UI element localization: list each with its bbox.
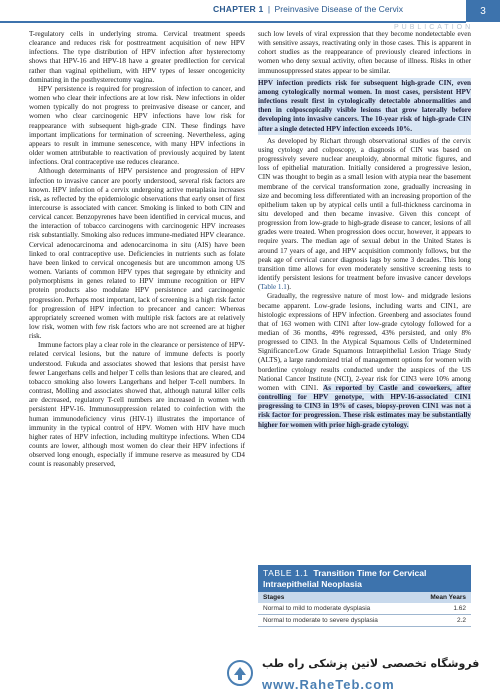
- chapter-title: Preinvasive Disease of the Cervix: [274, 4, 404, 14]
- right-column: [258, 30, 471, 430]
- table-cell: 2.2: [414, 615, 471, 627]
- highlight-box: HPV infection predicts risk for subsequent high-grade CIN, even among cytologically normal women. In most cases, persistent HPV infections result first in cytologically detectable abnormalities and then in colposcopically visible lesions that grow laterally before developing into invasive cancers. The 10-year risk of high-grade CIN after a single detected HPV infection exceeds 10%.: [258, 78, 471, 135]
- page-number: 3: [466, 0, 500, 22]
- table-title: Transition Time for Cervical Intraepithelial Neoplasia: [263, 568, 427, 589]
- table-title-bar: [258, 565, 471, 592]
- table-reference-link[interactable]: Table 1.1: [260, 283, 287, 292]
- table-row: [258, 615, 471, 627]
- store-name-persian: فروشگاه تخصصی لاتین پزشکی راه طب: [262, 657, 480, 670]
- paragraph: Immune factors play a clear role in the clearance or persistence of HPV-related cervical lesions, but the nature of immune defects is poorly understood. Fukuda and associates showed that lesions that persist have fewer Langerhans cells and helper T cells than lesions that are cleared, and tobacco smoking also lowers Langerhans and helper T-cell numbers. In contrast, Molling and associates showed that, although natural killer cells are decreased, regulatory T-cell numbers are increased in women with persistent HPV-16. Immunosuppression related to coinfection with the human immunodeficiency virus (HIV-1) illustrates the importance of immunity in the typical control of HPV. Women with HIV have much higher rates of HPV infection, including multitype infections. When CD4 counts are lower, although most women do clear their HPV infections if observed long enough, especially if immune reserve as measured by CD4 count is reasonably preserved,: [29, 341, 245, 469]
- table-1-1: [258, 565, 471, 627]
- chapter-label: CHAPTER 1: [213, 4, 264, 14]
- column-header: Mean Years: [414, 592, 471, 603]
- paragraph: such low levels of viral expression that they become nondetectable even with sensitive assays, reactivating only in those cases. This is apparent in cohort studies as the reappearance of previously cleared infections in women who deny sexual activity, often because of illness. Risks in other immunosuppressed states appear to be similar.: [258, 30, 471, 75]
- table-header-row: [258, 592, 471, 603]
- running-head: CHAPTER 1 | Preinvasive Disease of the Cervix: [213, 4, 404, 14]
- paragraph-text: Gradually, the regressive nature of most low- and midgrade lesions became apparent. Low-grade lesions, including warts and CIN1, are histologic expressions of HPV infection. Greenberg and associates found that of 163 women with CIN1 after low-grade cytology followed for a median of 36 months, 49% regressed, 43% persisted, and only 8% progressed to CIN3. In the Atypical Squamous Cells of Undetermined Significance/Low Grade Squamous Intraepithelial Lesion Triage Study (ALTS), a large randomized trial of management options for women with borderline cytology results conducted under the auspices of the US National Cancer Institute (NCI), 2-year risk for CIN3 were 10% among women with CIN1.: [258, 292, 471, 392]
- paragraph-text: As developed by Richart through observational studies of the cervix using cytology and colposcopy, a diagnosis of CIN was based on progressively severe nuclear aneuploidy, abnormal mitotic figures, and loss of epithelial maturation. Initially considered a progressive lesion, CIN was thought to begin as a small lesion with atypia near the basement membrane of the cervical transformation zone, gradually increasing in size and becoming less differentiated with an increasing proportion of the epithelium taken up by atypical cells until a full-thickness carcinoma in situ developed and then became invasive. Given this concept of progression from low-grade to high-grade disease to cancer, lesions of all grades were treated. When progression does occur, however, it appears to require years. The median age of sexual debut in the United States is around 17 years of age, and HPV acquisition commonly follows, but the peak age of cervical cancer diagnosis lags by some 3 decades. This long transition time allows for even moderately sensitive screening tests to identify persistent lesions for treatment before invasive cancer develops (: [258, 136, 471, 292]
- header-rule: [0, 21, 466, 23]
- publication-watermark: PUBLICATION: [394, 24, 474, 31]
- store-url[interactable]: www.RaheTeb.com: [262, 677, 395, 692]
- paragraph: [258, 137, 471, 293]
- column-header: Stages: [258, 592, 414, 603]
- left-column: [29, 30, 245, 470]
- paragraph: T-regulatory cells in underlying stroma. Cervical treatment speeds clearance and reduces risk for posttreatment acquisition of new HPV infections. The type distribution of HPV infection after hysterectomy shows that HPV-16 and HPV-18 have a greater predilection for cervical rather than vaginal epithelium, with HPV types of lesser oncogenicity dominating in the posthysterectomy vagina.: [29, 30, 245, 84]
- paragraph: Although determinants of HPV persistence and progression of HPV infection to invasive cancer are poorly understood, several risk factors are known. HPV infection of a cervix undergoing active metaplasia increases risk, as reflected by the epidemiologic observations that early onset of first intercourse is associated with cancer. Smoking is linked to both CIN and cervical cancer. Benzopyrenes have been identified in cervical mucus, and the interaction of tobacco carcinogens with carcinogenic HPV increases risk substantially. Smoking also reduces immune-mediated HPV clearance. Cervical adenocarcinoma and adenocarcinoma in situ (AIS) have been linked to oral contraceptive use. Deficiencies in nutrients such as folate have been linked to cervical oncogenesis but are uncommon among US women. Variants of common HPV types that segregate by ethnicity and polymorphisms in genes related to HPV immune recognition or HPV protein products also modulate HPV persistence and carcinogenic progression. Perhaps most important, lack of screening is a high risk factor for progression of HPV infection to precancer and cancer: Whereas appropriately screened women with multiple risk factors are at relatively low risk, women with few risk factors who are not screened are at higher risk.: [29, 167, 245, 341]
- page-header: [0, 0, 500, 22]
- highlight-text: As reported by Castle and coworkers, after controlling for HPV genotype, with HPV-16-associated CIN1 progressing to CIN3 in 19% of cases, biopsy-proven CIN1 was not a risk factor for progression. These risk estimates may be substantially higher for women with prior high-grade cytology.: [258, 383, 471, 429]
- raheteb-logo-icon: [226, 659, 254, 687]
- table-cell: Normal to mild to moderate dysplasia: [258, 603, 414, 615]
- transition-time-table: [258, 592, 471, 627]
- paragraph: [258, 292, 471, 429]
- table-row: [258, 603, 471, 615]
- table-cell: 1.62: [414, 603, 471, 615]
- paragraph-text: ).: [286, 283, 292, 292]
- table-cell: Normal to moderate to severe dysplasia: [258, 615, 414, 627]
- paragraph: HPV persistence is required for progression of infection to cancer, and women who clear their infections are at low risk. New infections in older women typically do not progress to preinvasive disease or cancer, and women who clear carcinogenic HPV infections have low risk for reappearance with subsequent high-grade CIN. These findings have important implications for termination of screening. Nevertheless, aging appears to result in immune senescence, with many HPV infections in older women attributable to reactivation of previously acquired by latent infections. Oral contraceptive use reduces clearance.: [29, 84, 245, 167]
- table-number: TABLE 1.1: [263, 568, 309, 578]
